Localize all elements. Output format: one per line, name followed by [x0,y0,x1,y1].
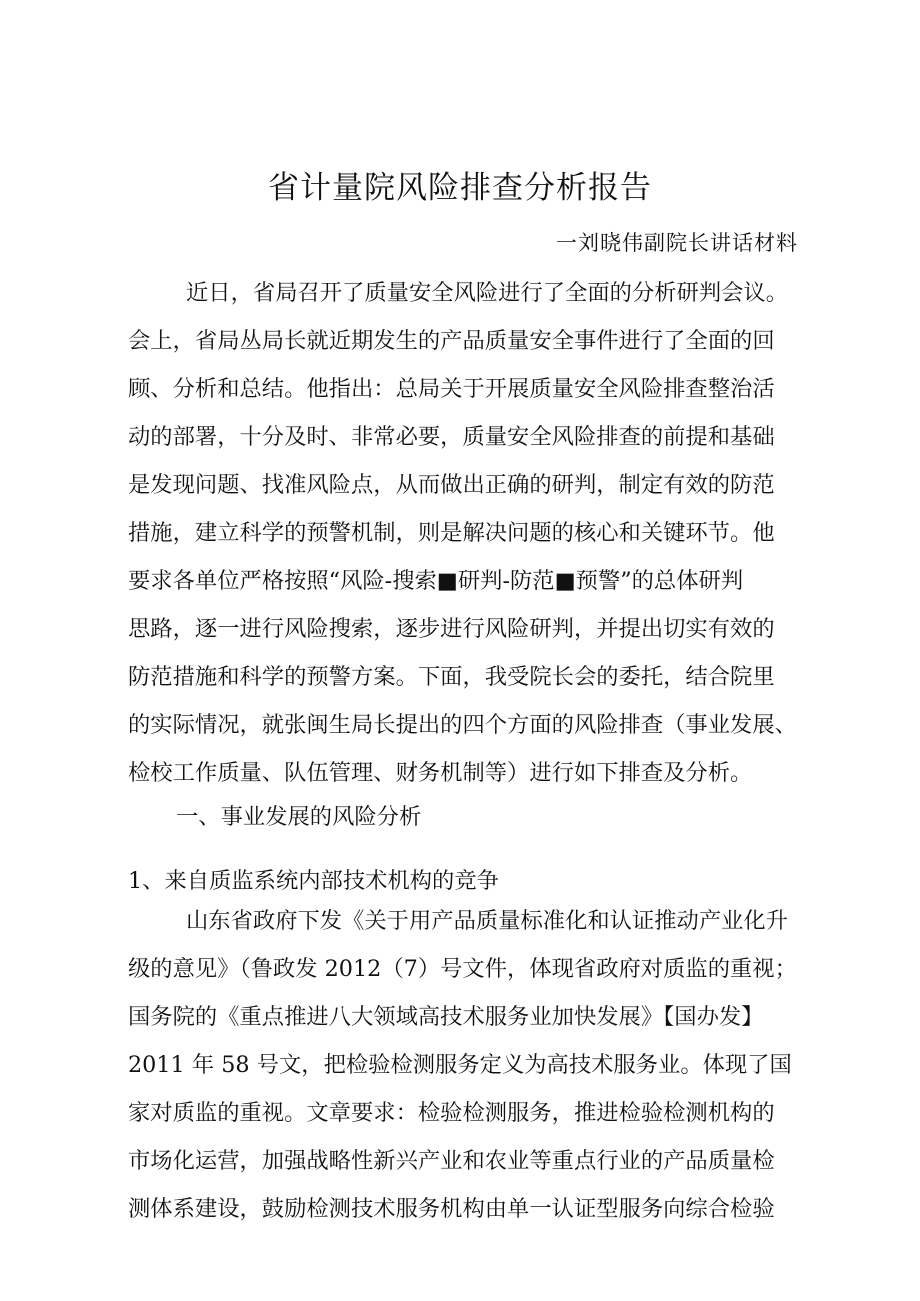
paragraph-line: 市场化运营，加强战略性新兴产业和农业等重点行业的产品质量检 [128,1148,775,1174]
paragraph-line: 是发现问题、找准风险点，从而做出正确的研判，制定有效的防范 [128,472,775,498]
paragraph-line: 山东省政府下发《关于用产品质量标准化和认证推动产业化升 [186,908,789,934]
paragraph-line: 级的意见》（鲁政发 2012（7）号文件，体现省政府对质监的重视； [128,956,797,982]
paragraph-line: 防范措施和科学的预警方案。下面，我受院长会的委托，结合院里 [128,664,775,690]
paragraph-line: 思路，逐一进行风险搜索，逐步进行风险研判，并提出切实有效的 [128,616,775,642]
paragraph-line: 检校工作质量、队伍管理、财务机制等）进行如下排查及分析。 [128,760,753,786]
paragraph-line: 会上，省局丛局长就近期发生的产品质量安全事件进行了全面的回 [128,328,775,354]
paragraph-line: 测体系建设，鼓励检测技术服务机构由单一认证型服务向综合检验 [128,1196,775,1222]
paragraph-line: 动的部署，十分及时、非常必要，质量安全风险排查的前提和基础 [128,424,775,450]
paragraph-line: 近日，省局召开了质量安全风险进行了全面的分析研判会议。 [186,280,789,306]
document-subtitle: 一刘晓伟副院长讲话材料 [556,231,798,255]
subsection-heading: 1、来自质监系统内部技术机构的竞争 [128,868,499,894]
paragraph-line: 2011 年 58 号文，把检验检测服务定义为高技术服务业。体现了国 [128,1052,792,1078]
paragraph-line: 国务院的《重点推进八大领域高技术服务业加快发展》【国办发】 [128,1004,764,1030]
paragraph-line: 要求各单位严格按照“风险-搜索■研判-防范■预警”的总体研判 [128,568,744,594]
paragraph-line: 的实际情况，就张闽生局长提出的四个方面的风险排查（事业发展、 [128,712,797,738]
document-title: 省计量院风险排查分析报告 [268,170,652,206]
paragraph-line: 措施，建立科学的预警机制，则是解决问题的核心和关键环节。他 [128,520,775,546]
paragraph-line: 顾、分析和总结。他指出：总局关于开展质量安全风险排查整治活 [128,376,775,402]
section-heading: 一、事业发展的风险分析 [176,804,422,830]
paragraph-line: 家对质监的重视。文章要求：检验检测服务，推进检验检测机构的 [128,1100,775,1126]
